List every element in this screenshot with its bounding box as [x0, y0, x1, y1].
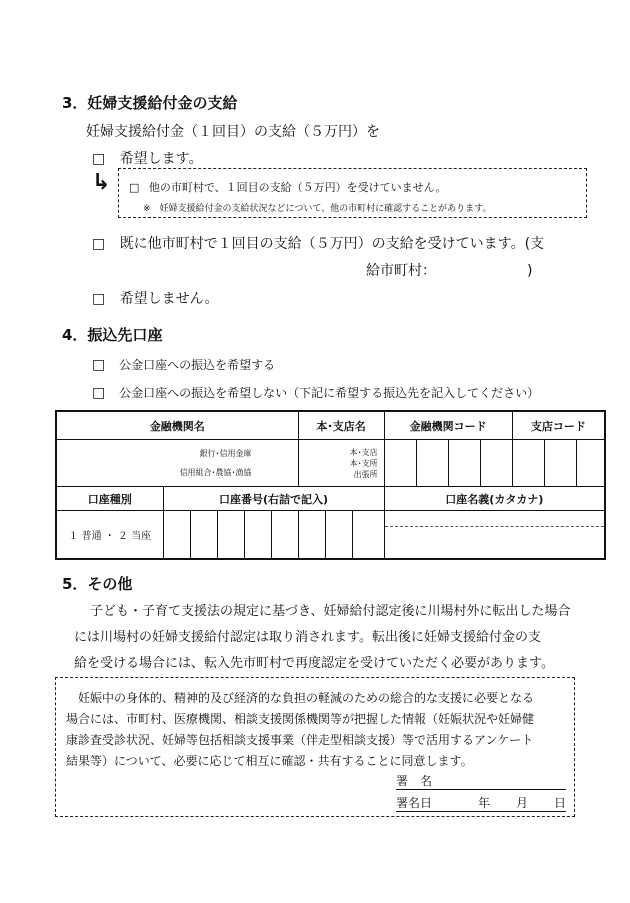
- other-municipality-line2: 給市町村： ): [366, 263, 533, 279]
- section5-heading: 5．その他: [62, 575, 133, 593]
- col-branch-code: 支店コード: [512, 411, 605, 440]
- other-municipality-checkbox[interactable]: □: [92, 236, 106, 252]
- account-holder-furigana-line: [385, 511, 605, 527]
- wish-option[interactable]: [92, 148, 203, 168]
- bank-code-digit[interactable]: [384, 440, 416, 487]
- year-label: 年: [478, 796, 491, 810]
- note-box: [118, 168, 587, 218]
- col-branch-name: 本･支店名: [298, 411, 384, 440]
- day-label: 日: [554, 796, 567, 810]
- note-check-row[interactable]: [129, 179, 446, 195]
- consent-line4: 結果等）について、必要に応じて相互に確認・共有することに同意します。: [66, 754, 473, 768]
- branch-code-digit[interactable]: [512, 440, 544, 487]
- public-account-label: 公金口座への振込を希望する: [119, 358, 276, 372]
- col-account-holder: 口座名義(カタカナ): [384, 487, 605, 511]
- branch-code-digit[interactable]: [576, 440, 605, 487]
- branch-code-digit[interactable]: [544, 440, 576, 487]
- other-account-checkbox[interactable]: □: [92, 385, 106, 401]
- branch-name-cell[interactable]: [298, 440, 384, 487]
- other-municipality-label: 既に他市町村で１回目の支給（５万円）の支給を受けています。(支: [119, 236, 545, 252]
- sign-date-label: 署名日: [396, 796, 433, 810]
- bank-code-digit[interactable]: [448, 440, 480, 487]
- other-municipality-option[interactable]: [92, 233, 544, 253]
- consent-line3: 康診査受診状況、妊婦等包括相談支援事業（伴走型相談支援）等で活用するアンケート: [66, 733, 534, 747]
- note-check-label: 他の市町村で、１回目の支給（５万円）を受けていません。: [148, 181, 447, 194]
- bank-code-digit[interactable]: [416, 440, 448, 487]
- account-number-digit[interactable]: [190, 511, 217, 560]
- bank-name-cell[interactable]: [56, 440, 298, 487]
- consent-box: [55, 677, 575, 817]
- col-bank-name: 金融機関名: [56, 411, 298, 440]
- section3-heading: 3．妊婦支援給付金の支給: [62, 94, 238, 112]
- account-number-digit[interactable]: [244, 511, 271, 560]
- account-number-digit[interactable]: [325, 511, 352, 560]
- bank-code-digit[interactable]: [480, 440, 512, 487]
- bank-type-2: 信用組合･農協･漁協: [179, 468, 252, 477]
- section3-intro: 妊婦支援給付金（１回目）の支給（５万円）を: [86, 124, 380, 140]
- section4-heading: 4．振込先口座: [62, 326, 163, 344]
- month-label: 月: [516, 796, 529, 810]
- consent-line2: 場合には、市町村、医療機関、相談支援関係機関等が把握した情報（妊娠状況や妊婦健: [66, 712, 535, 726]
- public-account-checkbox[interactable]: □: [92, 357, 106, 373]
- section5-para-line1: 子ども・子育て支援法の規定に基づき、妊婦給付認定後に川場村外に転出した場合: [90, 604, 571, 619]
- bank-type-1: 銀行･信用金庫: [199, 449, 252, 458]
- nowish-option[interactable]: [92, 288, 219, 308]
- signature-line[interactable]: [396, 771, 566, 790]
- account-number-digit[interactable]: [217, 511, 244, 560]
- wish-label: 希望します。: [119, 151, 203, 167]
- sign-name-label: 署 名: [396, 774, 433, 788]
- nowish-label: 希望しません。: [119, 291, 219, 307]
- account-holder-cell[interactable]: [384, 511, 605, 560]
- col-bank-code: 金融機関コード: [384, 411, 512, 440]
- other-account-label: 公金口座への振込を希望しない（下記に希望する振込先を記入してください）: [119, 386, 540, 400]
- account-number-digit[interactable]: [352, 511, 384, 560]
- branch-type-1: 本･支店: [349, 447, 378, 457]
- public-account-option[interactable]: [92, 356, 275, 373]
- account-holder-name-area[interactable]: [385, 527, 605, 558]
- section5-para-line2: には川場村の妊婦支援給付認定は取り消されます。転出後に妊婦支援給付金の支: [74, 630, 541, 645]
- col-account-type: 口座種別: [56, 487, 163, 511]
- wish-checkbox[interactable]: □: [92, 151, 106, 167]
- nowish-checkbox[interactable]: □: [92, 291, 106, 307]
- account-number-digit[interactable]: [298, 511, 325, 560]
- consent-line1: 妊娠中の身体的、精神的及び経済的な負担の軽減のための総合的な支援に必要となる: [78, 691, 535, 705]
- account-number-digit[interactable]: [163, 511, 190, 560]
- branch-type-3: 出張所: [353, 469, 378, 479]
- note-asterisk: ※ 妊婦支援給付金の支給状況などについて、他の市町村に確認することがあります。: [143, 204, 492, 214]
- branch-type-2: 本･支所: [349, 458, 378, 468]
- other-account-option[interactable]: [92, 384, 539, 401]
- signature-date-line[interactable]: [396, 793, 566, 812]
- account-number-digit[interactable]: [271, 511, 298, 560]
- arrow-icon: ↳: [92, 170, 111, 195]
- col-account-number: 口座番号(右詰で記入): [163, 487, 384, 511]
- account-type-value[interactable]: １ 普通 ・ ２ 当座: [56, 511, 163, 560]
- bank-account-table: [55, 410, 606, 560]
- note-checkbox[interactable]: □: [129, 181, 140, 194]
- section5-para-line3: 給を受ける場合には、転入先市町村で再度認定を受けていただく必要があります。: [74, 656, 554, 671]
